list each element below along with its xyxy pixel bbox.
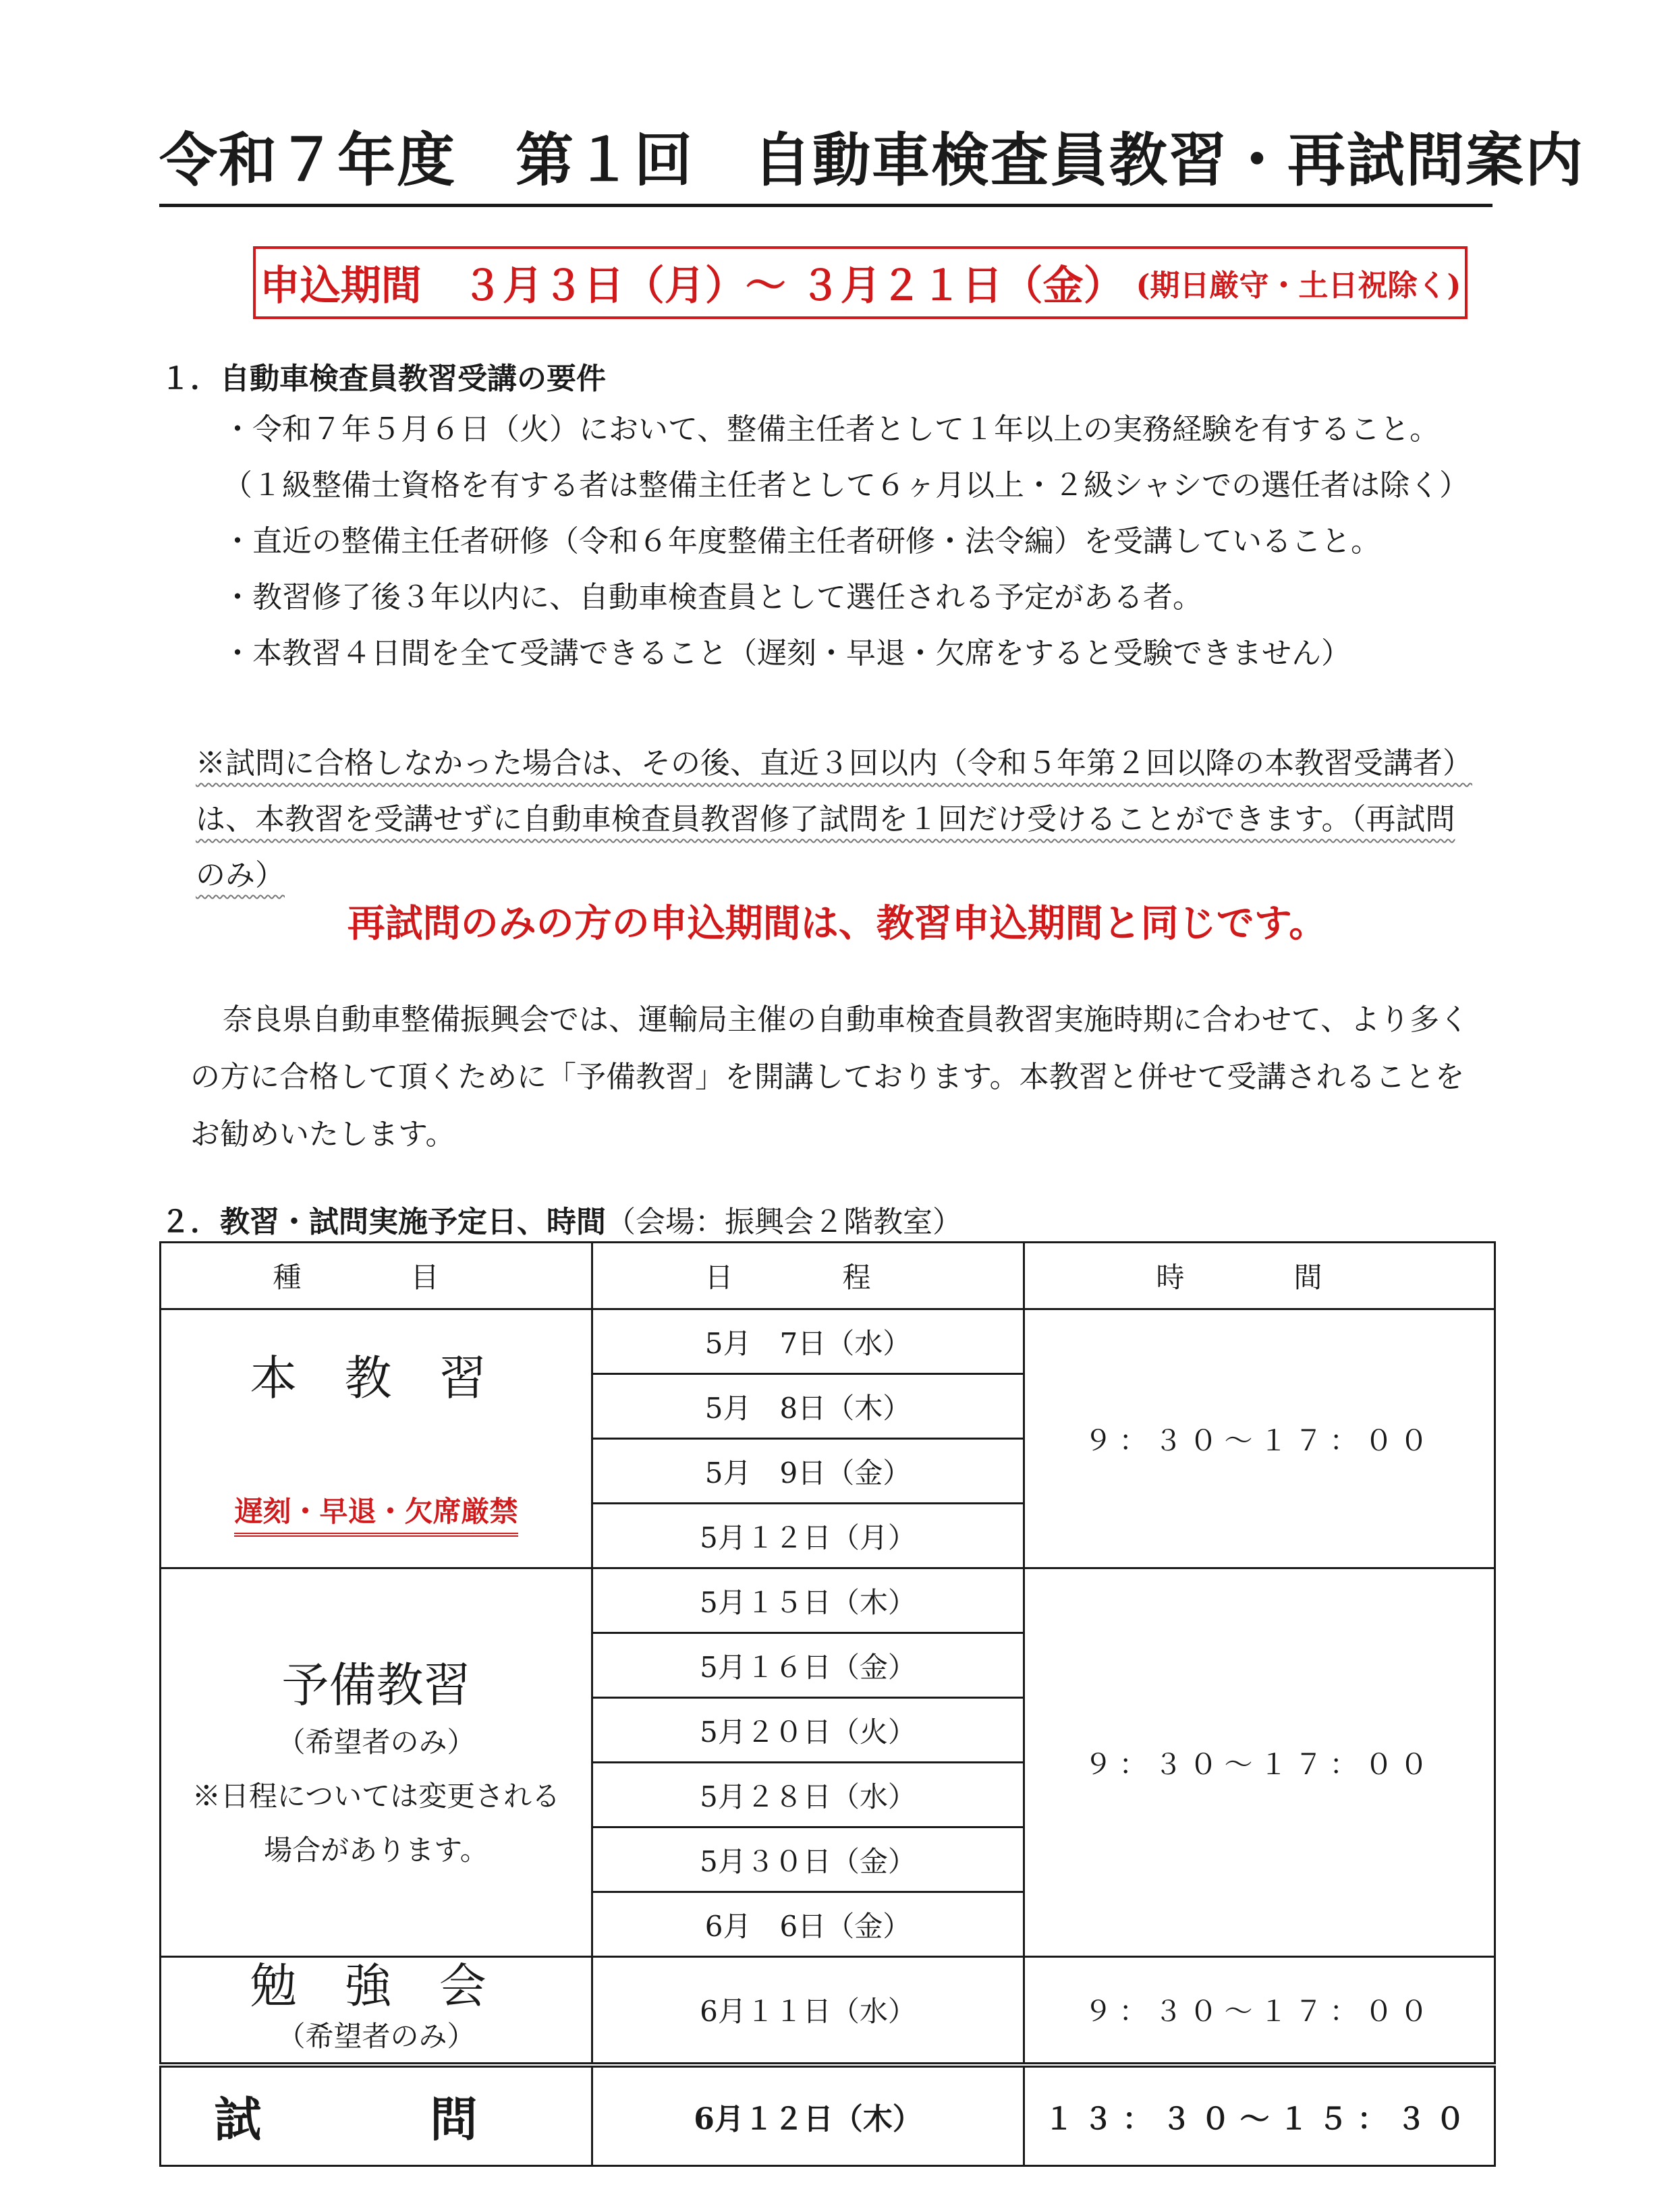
time-cell: ９：３０～１７：００ [1024,1568,1495,1957]
date-cell: 5月２８日（水） [592,1763,1024,1827]
application-period-text: 申込期間 ３月３日（月）～ ３月２１日（金） [259,262,1124,310]
requirement-item: ・令和７年５月６日（火）において、整備主任者として１年以上の実務経験を有すること。 [223,412,1440,447]
kind-preparatory-sub: （希望者のみ） [277,1726,476,1759]
table-row [161,1957,1495,2065]
table-header-row [161,1243,1495,1309]
date-cell: 5月１２日（月） [592,1504,1024,1568]
date-cell: 5月 7日（水） [592,1309,1024,1374]
section2-heading-main: ２．教習・試問実施予定日、時間 [161,1205,606,1239]
column-header-schedule: 日 程 [592,1243,1024,1309]
date-cell: 5月 8日（木） [592,1374,1024,1439]
table-row [161,1309,1495,1374]
column-header-time: 時 間 [1024,1243,1495,1309]
kind-preparatory: 予備教習 [281,1657,471,1713]
schedule-change-note: 場合があります。 [264,1834,489,1867]
time-cell: ９：３０～１７：００ [1024,1957,1495,2065]
application-period-note: (期日厳守・土日祝除く) [1136,268,1461,303]
date-cell: 5月 9日（金） [592,1439,1024,1504]
schedule-change-note: ※日程については変更される [192,1780,561,1813]
requirement-item: ・直近の整備主任者研修（令和６年度整備主任者研修・法令編）を受講していること。 [223,524,1380,559]
kind-cell-main-course [161,1309,592,1568]
table-row [161,2065,1495,2166]
table-row [161,1568,1495,1633]
time-cell: １３：３０～１５：３０ [1024,2065,1495,2166]
retest-notice-line: のみ） [196,858,285,892]
kind-cell-preparatory [161,1568,592,1957]
application-period-box [253,246,1468,319]
kind-study-session: 勉 強 会 [250,1958,503,2014]
info-paragraph-line: お勧めいたします。 [190,1117,455,1152]
date-cell: 5月１５日（木） [592,1568,1024,1633]
retest-notice-line: は、本教習を受講せずに自動車検査員教習修了試問を１回だけ受けることができます。（再試問 [196,802,1455,836]
info-paragraph-line: の方に合格して頂くために「予備教習」を開講しております。本教習と併せて受講されることを [190,1060,1465,1094]
kind-exam: 試 問 [161,2065,592,2166]
time-cell: ９：３０～１７：００ [1024,1309,1495,1568]
kind-study-session-sub: （希望者のみ） [277,2020,476,2053]
attendance-warning: 遅刻・早退・欠席厳禁 [234,1490,518,1537]
date-cell: 6月 6日（金） [592,1892,1024,1957]
schedule-table [159,1241,1496,2167]
requirement-item: ・教習修了後３年以内に、自動車検査員として選任される予定がある者。 [223,580,1202,615]
section1-heading: １．自動車検査員教習受講の要件 [161,362,606,396]
info-paragraph-line: 奈良県自動車整備振興会では、運輸局主催の自動車検査員教習実施時期に合わせて、より多く [223,1002,1470,1037]
column-header-kind: 種 目 [161,1243,592,1309]
date-cell: 5月１６日（金） [592,1633,1024,1698]
requirement-item: （１級整備士資格を有する者は整備主任者として６ヶ月以上・２級シャシでの選任者は除く） [223,468,1470,503]
page-title: 令和７年度 第１回 自動車検査員教習・再試問案内 [159,113,1492,207]
section2-heading [161,1197,962,1241]
date-cell: 6月１２日（木） [592,2065,1024,2166]
date-cell: 5月３０日（金） [592,1827,1024,1892]
retest-period-notice: 再試問のみの方の申込期間は、教習申込期間と同じです。 [347,901,1327,946]
section2-heading-venue: （会場：振興会２階教室） [606,1205,962,1239]
kind-cell-study-session [161,1957,592,2065]
date-cell: 5月２０日（火） [592,1698,1024,1763]
kind-main-course: 本 教 習 [250,1351,503,1406]
retest-notice-line: ※試問に合格しなかった場合は、その後、直近３回以内（令和５年第２回以降の本教習受講者） [196,746,1472,781]
date-cell: 6月１１日（水） [592,1957,1024,2065]
requirement-item: ・本教習４日間を全て受講できること（遅刻・早退・欠席をすると受験できません） [223,636,1351,671]
